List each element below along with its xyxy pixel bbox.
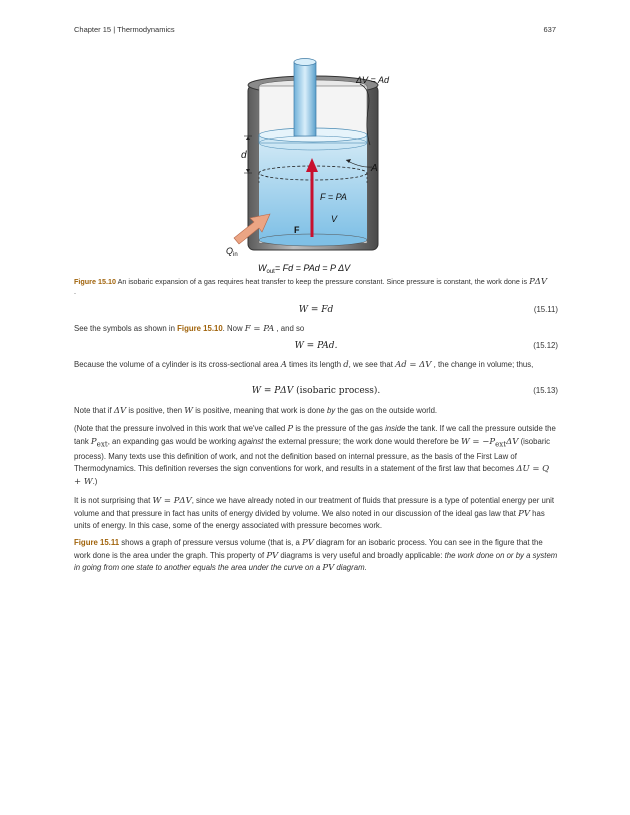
caption-text: An isobaric expansion of a gas requires heat transfer to keep the pressure constant. Since pressure is constant, the work done is <box>117 277 528 286</box>
volume-label: V <box>331 214 338 224</box>
piston-rod <box>294 62 316 136</box>
d-label: d <box>241 150 247 161</box>
heat-label: Q <box>226 246 234 256</box>
equation-math: W = PΔV <box>251 386 294 396</box>
caption-math: PΔV <box>529 277 548 287</box>
area-label: A <box>371 163 378 174</box>
equation-note: (isobaric process). <box>296 386 381 396</box>
paragraph-2: Because the volume of a cylinder is its cross-sectional area A times its length d, we see that Ad = ΔV , the change in volume; thus, <box>74 360 534 370</box>
equation-number: (15.12) <box>533 341 558 350</box>
work-equation: = Fd = PAd = P ΔV <box>274 263 351 273</box>
svg-text:Qin <box>226 246 238 258</box>
equation-number: (15.13) <box>533 386 558 395</box>
work-label-sub: out <box>266 269 275 275</box>
paragraph-3: Note that if ΔV is positive, then W is positive, meaning that work is done by the gas on the outside world. <box>74 406 438 416</box>
chapter-header: Chapter 15 | Thermodynamics <box>74 25 175 34</box>
piston-cylinder-figure <box>220 50 400 280</box>
paragraph-4: (Note that the pressure involved in this work that we've called P is the pressure of the gas inside the tank. If we call the pressure outside the tank $P_{ext}$, an expanding gas would be working against the external pressure; the work done would therefore be $W = -P_{ext}\Delta V$ (isobaric process). Many texts use this definition of work, and not the definition based on internal pressure, as the basis of the First Law of Thermodynamics. This definition reverses the sign conventions for work, and results in a statement of the first law that becomes ΔU = Q + W.) <box>74 424 556 487</box>
equation-15-13 <box>74 384 558 398</box>
page-number: 637 <box>543 25 556 34</box>
paragraph-5: It is not surprising that W = PΔV, since we have already noted in our treatment of fluids that pressure is a type of potential energy per unit volume and that pressure in fact has units of energy divided by volume. We also noted in our discussion of the ideal gas law that PV has units of energy. In this case, some of the energy associated with pressure becomes work. <box>74 496 555 530</box>
paragraph-1: See the symbols as shown in Figure 15.10. Now F = PA , and so <box>74 324 305 334</box>
figure-caption <box>74 277 558 296</box>
force-vector-label: F <box>294 225 300 235</box>
svg-text:Wout= Fd = PAd = P ΔV <box>258 263 351 275</box>
caption-end: . <box>74 287 76 296</box>
figure-link-15-10[interactable]: Figure 15.10 <box>177 324 223 333</box>
equation-15-12 <box>74 339 558 353</box>
caption-figure-label: Figure 15.10 <box>74 277 116 286</box>
force-equation-label: F = PA <box>320 192 347 202</box>
equation-math: W = PAd. <box>294 341 338 351</box>
equation-math: W = Fd <box>298 305 334 315</box>
heat-label-sub: in <box>233 252 238 258</box>
delta-v-label: ΔV = Ad <box>356 75 389 85</box>
figure-link-15-11[interactable]: Figure 15.11 <box>74 538 120 547</box>
paragraph-6: Figure 15.11 shows a graph of pressure versus volume (that is, a PV diagram for an isobaric process. You can see in the figure that the work done is the area under the graph. This property of PV diagrams is very useful and broadly applicable: the work done on or by a system in going from one state to another equals the area under the curve on a PV diagram. <box>74 538 558 573</box>
work-label: W <box>258 263 267 273</box>
equation-number: (15.11) <box>533 305 558 314</box>
equation-15-11 <box>74 303 558 317</box>
